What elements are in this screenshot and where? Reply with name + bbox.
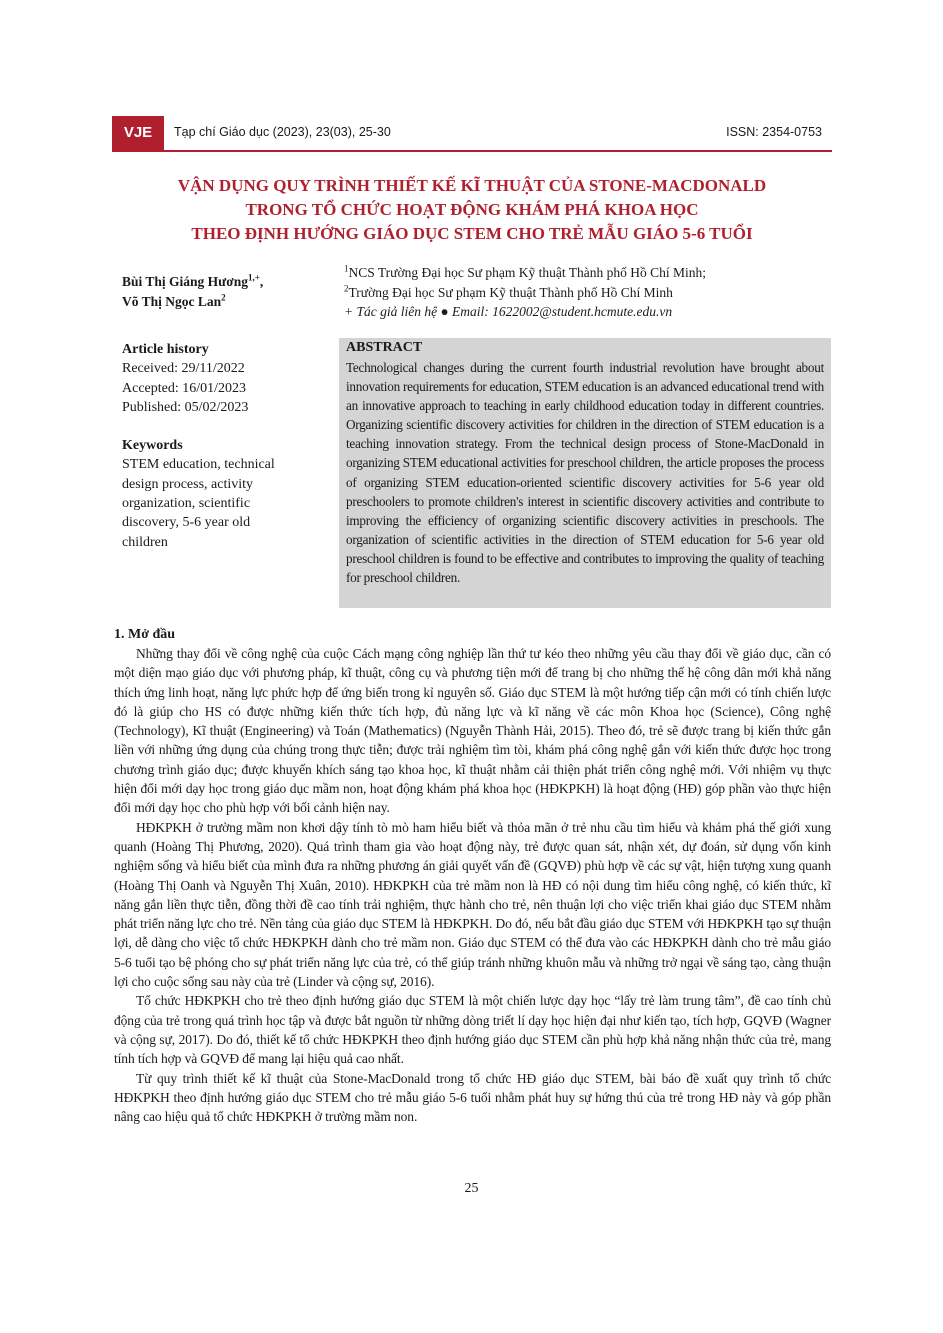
published-date: Published: 05/02/2023 (122, 399, 249, 415)
author-2-sup: 2 (221, 292, 226, 303)
author-2 (122, 292, 263, 312)
keywords-line: organization, scientific (122, 496, 251, 512)
keywords-line: STEM education, technical (122, 457, 275, 473)
journal-logo: VJE (112, 116, 164, 150)
paragraph: Từ quy trình thiết kế kĩ thuật của Stone-MacDonald trong tổ chức HĐ giáo dục STEM, bài báo đề xuất quy trình tổ chức HĐKPKH theo định hướng giáo dục STEM cho trẻ mẫu giáo 5-6 tuổi nhằm phát huy sự hứng thú của trẻ trong HĐ này và góp phần nâng cao hiệu quả tổ chức HĐKPKH ở trường mầm non. (114, 1070, 831, 1125)
aff-1-sup: 1 (344, 263, 349, 274)
abstract-heading: ABSTRACT (346, 340, 423, 355)
author-2-name: Võ Thị Ngọc Lan (122, 294, 222, 309)
title-line-1: VẬN DỤNG QUY TRÌNH THIẾT KẾ KĨ THUẬT CỦA STONE-MACDONALD (177, 176, 767, 195)
journal-citation: Tạp chí Giáo dục (2023), 23(03), 25-30 (174, 125, 391, 139)
author-1 (122, 272, 263, 292)
affiliation-1 (344, 263, 706, 283)
author-1-sup: 1,+ (248, 272, 260, 283)
paragraph: HĐKPKH ở trường mầm non khơi dậy tính tò mò ham hiểu biết và thỏa mãn ở trẻ nhu cầu tìm hiểu và khám phá thế giới xung quanh (Hoàng Thị Phương, 2020). Quá trình tham gia vào hoạt động này, trẻ được quan sát, nhận xét, dự đoán, sử dụng vốn kinh nghiệm sống và hiểu biết của mình đưa ra những phương án giải quyết vấn đề (GQVĐ) phù hợp về các sự vật, hiện tượng xung quanh (Hoàng Thị Oanh và Nguyễn Thị Xuân, 2010). HĐKPKH của trẻ mầm non là HĐ có nội dung tìm hiểu công nghệ, có kiến thức, kĩ năng gắn liền thực tiễn, đồng thời đề cao tính trải nghiệm, thực hành cho trẻ, nên thuận lợi cho việc triển khai giáo dục STEM nhằm phát triển năng lực cho trẻ. Nền tảng của giáo dục STEM là HĐKPKH. Do đó, nếu bắt đầu giáo dục STEM với HĐKPKH tạo sự thuận lợi, dễ dàng cho việc tổ chức HĐKPKH dành cho trẻ mầm non. Giáo dục STEM có thể đưa vào các HĐKPKH dành cho trẻ mẫu giáo 5-6 tuổi tạo bệ phóng cho sự phát triển năng lực của trẻ, có thể giúp tránh những khuôn mẫu và những trở ngại về sáng tạo, càng thuận lợi cho cuộc sống sau này của trẻ (Linder và cộng sự, 2016). (114, 819, 831, 990)
affiliation-2 (344, 283, 706, 303)
journal-header (112, 116, 832, 150)
header-rule (112, 150, 832, 152)
body-text (114, 644, 831, 1126)
affiliations (344, 263, 706, 322)
keywords-line: children (122, 534, 168, 550)
abstract-box (339, 338, 831, 608)
authors (122, 272, 263, 312)
received-date: Received: 29/11/2022 (122, 361, 245, 377)
page-number: 25 (464, 1181, 479, 1196)
article-title (112, 174, 832, 246)
paragraph: Tổ chức HĐKPKH cho trẻ theo định hướng giáo dục STEM là một chiến lược dạy học “lấy trẻ làm trung tâm”, đề cao tính chủ động của trẻ trong quá trình học tập và được bắt nguồn từ những dòng triết lí dạy học hiện đại như kiến tạo, tích hợp, GQVĐ (Wagner và cộng sự, 2017). Do đó, thiết kế tổ chức HĐKPKH theo định hướng giáo dục STEM cần phù hợp khả năng nhận thức của trẻ, mang tính tích hợp và GQVĐ để mang lại hiệu quả cao nhất. (114, 993, 831, 1067)
accepted-date: Accepted: 16/01/2023 (122, 380, 247, 396)
author-1-comma: , (259, 274, 264, 289)
keywords-heading: Keywords (122, 438, 183, 454)
history-heading: Article history (122, 342, 209, 357)
title-line-3: THEO ĐỊNH HƯỚNG GIÁO DỤC STEM CHO TRẺ MẪU GIÁO 5-6 TUỔI (191, 224, 753, 243)
title-line-2: TRONG TỔ CHỨC HOẠT ĐỘNG KHÁM PHÁ KHOA HỌC (245, 200, 699, 219)
keywords-line: design process, activity (122, 476, 254, 492)
author-1-name: Bùi Thị Giáng Hương (122, 274, 249, 289)
aff-2-text: Trường Đại học Sư phạm Kỹ thuật Thành phố Hồ Chí Minh (348, 284, 673, 300)
article-sidebar (122, 340, 312, 552)
paragraph: Những thay đổi về công nghệ của cuộc Cách mạng công nghiệp lần thứ tư kéo theo những yêu cầu thay đổi về giáo dục, cần có một diện mạo giáo dục với phương pháp, kĩ thuật, công cụ và phương tiện mới để trang bị cho những thế hệ công dân mới khả năng thích ứng linh hoạt, năng lực phức hợp để ứng biến trong kỉ nguyên số. Giáo dục STEM là một hướng tiếp cận mới có tính chiến lược đó là giúp cho HS có được những kiến thức tích hợp, đủ năng lực và kĩ năng về các môn Khoa học (Science), Công nghệ (Technology), Kĩ thuật (Engineering) và Toán (Mathematics) (Nguyễn Thành Hải, 2015). Theo đó, trẻ sẽ được trang bị kiến thức gắn liền với những ứng dụng của chúng trong thực tiễn; được trải nghiệm tìm tòi, khám phá công nghệ gắn với kiến thức được học trong chương trình giáo dục; được khuyến khích sáng tạo khoa học, kĩ thuật nhằm cải thiện phát triển công nghệ mới. Với nhiệm vụ thực hiện đổi mới dạy học trong giáo dục mầm non, hoạt động khám phá khoa học (HĐKPKH) là hoạt động (HĐ) góp phần vào thực hiện đổi mới dạy học cho phù hợp với bối cảnh hiện nay. (114, 646, 831, 816)
keywords-line: discovery, 5-6 year old (122, 515, 251, 531)
aff-2-sup: 2 (344, 283, 349, 293)
abstract-text: Technological changes during the current fourth industrial revolution have brought about innovation requirements for education, STEM education is an advanced educational trend with an innovative approach to teaching in early childhood education today in different countries. Organizing scientific discovery activities for children in the direction of STEM education is a teaching innovation strategy. From the technical design process of Stone-MacDonald in organizing STEM educational activities for preschool children, the article proposes the process of organizing STEM education-oriented scientific discovery activities for 5-6 year old preschoolers to promote children's interest in scientific discovery activities and contribute to improving the efficiency of organizing scientific discovery activities in preschools. The organization of scientific activities in the direction of STEM education for 5-6 year old preschool children is found to be effective and contributes to improving the quality of teaching for preschool children. (346, 360, 824, 586)
section-heading: 1. Mở đầu (114, 627, 176, 642)
issn: ISSN: 2354-0753 (726, 125, 822, 139)
aff-1-text: NCS Trường Đại học Sư phạm Kỹ thuật Thành phố Hồ Chí Minh; (348, 265, 707, 280)
corresponding-author: + Tác giả liên hệ ● Email: 1622002@student.hcmute.edu.vn (344, 304, 673, 319)
